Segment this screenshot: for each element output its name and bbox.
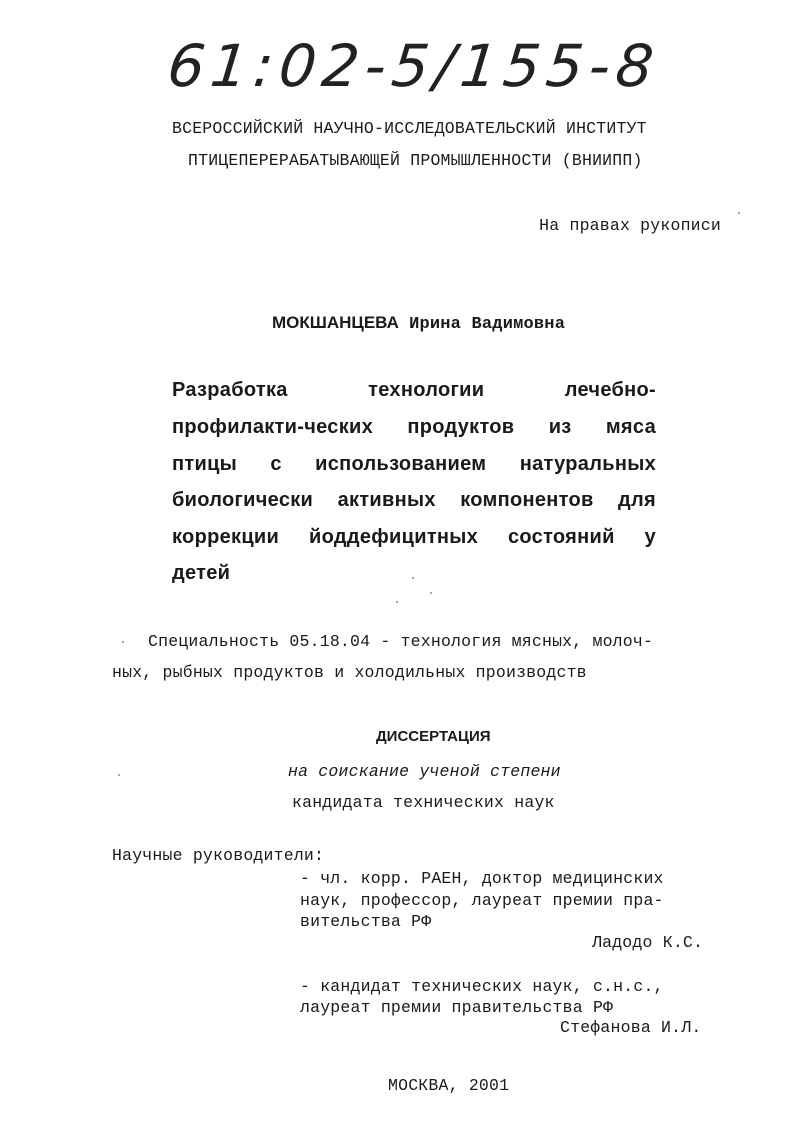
- author-surname: МОКШАНЦЕВА: [272, 313, 399, 332]
- scan-speck: [412, 577, 414, 579]
- scan-speck: [430, 592, 432, 594]
- supervisor-2-name: Стефанова И.Л.: [560, 1018, 702, 1037]
- title-line: биологически активных компонентов для: [172, 489, 656, 511]
- title-line: птицы с использованием натуральных: [172, 453, 656, 475]
- supervisor-1-line-2: наук, профессор, лауреат премии пра-: [300, 891, 664, 910]
- degree-line-1: на соискание ученой степени: [288, 762, 561, 781]
- supervisor-1-line-1: - чл. корр. РАЕН, доктор медицинских: [300, 869, 664, 888]
- rights-note: На правах рукописи: [539, 216, 721, 235]
- title-line: Разработка технологии лечебно-: [172, 379, 656, 401]
- title-line: профилакти-ческих продуктов из мяса: [172, 416, 656, 438]
- author-name: [272, 313, 565, 334]
- city-year: МОСКВА, 2001: [388, 1076, 510, 1095]
- specialty-line-2: ных, рыбных продуктов и холодильных производств: [112, 663, 587, 682]
- scan-speck: [396, 601, 398, 603]
- author-given-name: Ирина Вадимовна: [409, 315, 566, 334]
- title-line: детей: [172, 562, 231, 584]
- scan-speck: [118, 774, 120, 776]
- degree-line-2: кандидата технических наук: [292, 793, 555, 812]
- specialty-line-1: Специальность 05.18.04 - технология мясных, молоч-: [148, 632, 654, 651]
- scan-speck: [122, 641, 124, 643]
- institute-line-1: ВСЕРОССИЙСКИЙ НАУЧНО-ИССЛЕДОВАТЕЛЬСКИЙ ИНСТИТУТ: [172, 119, 647, 138]
- work-type: ДИССЕРТАЦИЯ: [376, 728, 491, 745]
- supervisor-2-line-2: лауреат премии правительства РФ: [300, 998, 614, 1017]
- supervisor-1-line-3: вительства РФ: [300, 912, 432, 931]
- supervisor-1-name: Ладодо К.С.: [592, 933, 704, 952]
- handwritten-archive-code: 61:02-5/155-8: [164, 32, 663, 100]
- title-line: коррекции йоддефицитных состояний у: [172, 526, 656, 548]
- institute-line-2: ПТИЦЕПЕРЕРАБАТЫВАЮЩЕЙ ПРОМЫШЛЕННОСТИ (ВНИИПП): [188, 151, 643, 170]
- scan-speck: [738, 212, 740, 214]
- supervisor-2-line-1: - кандидат технических наук, с.н.с.,: [300, 977, 664, 996]
- supervisors-heading: Научные руководители:: [112, 846, 325, 865]
